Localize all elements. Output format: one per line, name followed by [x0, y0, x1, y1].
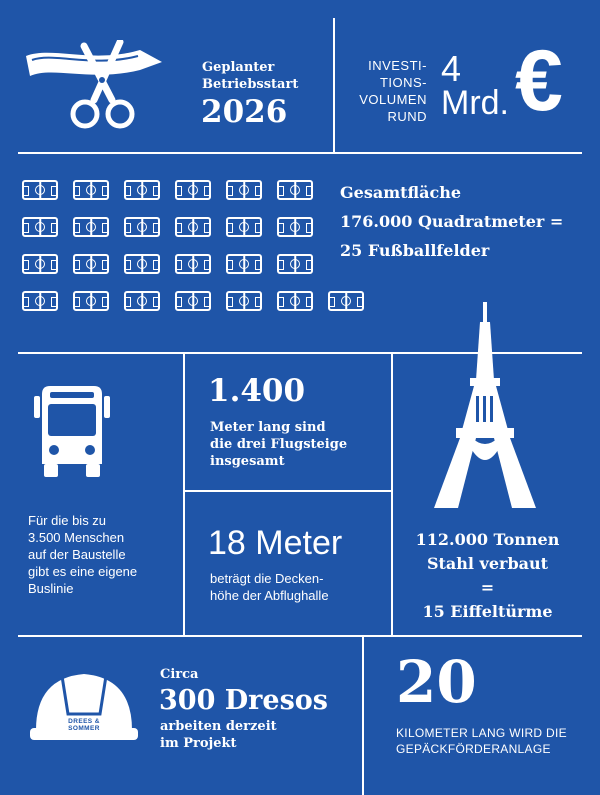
football-field-icon [124, 180, 160, 200]
field-row [22, 291, 364, 311]
euro-symbol: € [515, 33, 563, 129]
helmet-logo [60, 718, 108, 732]
bus-line2: 3.500 Menschen [28, 530, 125, 545]
divider-horizontal-1 [18, 152, 582, 154]
area-line3: 25 Fußballfelder [340, 241, 490, 260]
football-field-grid [22, 180, 364, 328]
divider-top-vertical [333, 18, 335, 152]
football-field-icon [124, 291, 160, 311]
ceiling-line1: beträgt die Decken- [210, 571, 324, 586]
gates-line1: Meter lang sind [210, 420, 326, 435]
staff-line2: im Projekt [160, 736, 237, 751]
football-field-icon [124, 254, 160, 274]
football-field-icon [277, 254, 313, 274]
divider-mid-inner-horizontal [183, 490, 393, 492]
field-row [22, 254, 364, 274]
ceiling-line2: höhe der Abflughalle [210, 588, 329, 603]
staff-text [160, 718, 277, 752]
football-field-icon [226, 291, 262, 311]
football-field-icon [22, 217, 58, 237]
gates-line2: die drei Flugsteige [210, 437, 348, 452]
bus-icon [32, 384, 112, 479]
steel-line1: 112.000 Tonnen [415, 530, 560, 549]
ribbon-scissors-icon [22, 40, 172, 132]
divider-mid-left-vertical [183, 352, 185, 635]
bus-line1: Für die bis zu [28, 513, 107, 528]
football-field-icon [328, 291, 364, 311]
investment-label-line3: VOLUMEN [359, 92, 427, 107]
football-field-icon [73, 180, 109, 200]
bus-text [28, 512, 137, 597]
helmet-logo-line1: DREES & [68, 718, 100, 725]
ceiling-text [210, 570, 329, 604]
football-field-icon [175, 217, 211, 237]
gates-value: 1.400 [208, 373, 306, 409]
field-row [22, 217, 364, 237]
bus-line4: gibt es eine eigene [28, 564, 138, 579]
ceiling-value: 18 Meter [208, 524, 343, 562]
investment-amount: 4 [441, 48, 462, 89]
football-field-icon [73, 217, 109, 237]
field-row [22, 180, 364, 200]
football-field-icon [73, 254, 109, 274]
bus-line5: Buslinie [28, 581, 74, 596]
football-field-icon [226, 254, 262, 274]
steel-line3: 15 Eiffeltürme [422, 602, 553, 621]
football-field-icon [277, 180, 313, 200]
football-field-icon [226, 180, 262, 200]
steel-equals: = [480, 578, 495, 597]
gates-text [210, 419, 347, 470]
football-field-icon [22, 254, 58, 274]
start-label-line2: Betriebsstart [202, 77, 299, 92]
area-text [340, 178, 563, 265]
hard-hat-icon [24, 660, 144, 750]
investment-label-line2: TIONS- [379, 75, 427, 90]
baggage-text [396, 725, 567, 757]
eiffel-tower-icon [430, 300, 540, 510]
football-field-icon [73, 291, 109, 311]
football-field-icon [277, 217, 313, 237]
gates-line3: insgesamt [210, 454, 285, 469]
investment-label-line1: INVESTI- [368, 58, 427, 73]
football-field-icon [277, 291, 313, 311]
staff-value: 300 Dresos [159, 685, 328, 716]
staff-line1: arbeiten derzeit [160, 719, 277, 734]
baggage-line1: KILOMETER LANG WIRD DIE [396, 726, 567, 740]
staff-prefix: Circa [160, 667, 199, 682]
football-field-icon [226, 217, 262, 237]
divider-bottom-vertical [362, 635, 364, 795]
start-label-line1: Geplanter [202, 60, 275, 75]
investment-label-line4: RUND [387, 109, 427, 124]
area-line1: Gesamtfläche [340, 183, 462, 202]
bus-line3: auf der Baustelle [28, 547, 126, 562]
football-field-icon [175, 180, 211, 200]
football-field-icon [175, 291, 211, 311]
steel-line2: Stahl verbaut [426, 554, 549, 573]
baggage-value: 20 [396, 648, 477, 716]
area-line2: 176.000 Quadratmeter = [340, 212, 564, 231]
football-field-icon [175, 254, 211, 274]
football-field-icon [22, 180, 58, 200]
divider-horizontal-3 [18, 635, 582, 637]
start-year: 2026 [201, 94, 288, 130]
football-field-icon [124, 217, 160, 237]
helmet-logo-line2: SOMMER [68, 725, 100, 732]
investment-label [345, 57, 427, 125]
baggage-line2: GEPÄCKFÖRDERANLAGE [396, 742, 551, 756]
football-field-icon [22, 291, 58, 311]
investment-unit: Mrd. [441, 84, 509, 122]
steel-text [393, 528, 582, 624]
